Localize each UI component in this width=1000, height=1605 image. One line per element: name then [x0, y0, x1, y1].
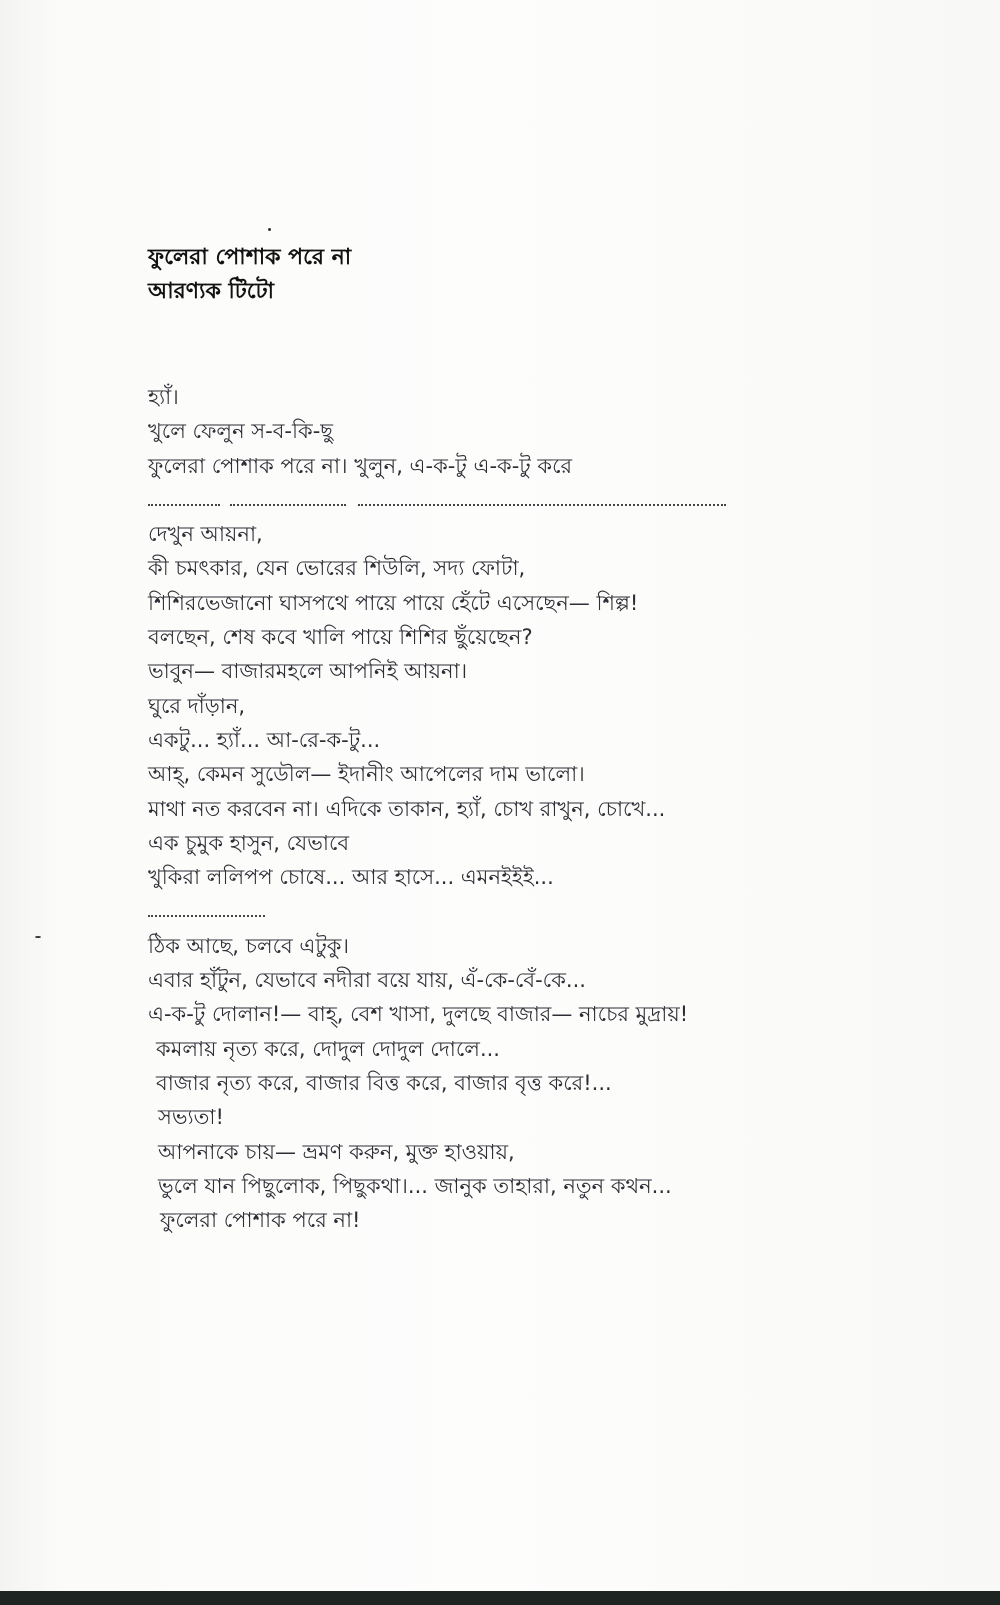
- ink-speck: [35, 936, 41, 938]
- poem-line: শিশিরভেজানো ঘাসপথে পায়ে পায়ে হেঁটে এসেছেন— শিল্প!: [148, 590, 639, 615]
- poem-line: ঘুরে দাঁড়ান,: [148, 693, 246, 718]
- poem-line: ভাবুন— বাজারমহলে আপনিই আয়না।: [148, 659, 468, 684]
- poem-line: আহ্, কেমন সুডৌল— ইদানীং আপেলের দাম ভালো।: [148, 762, 585, 787]
- poem-line: ভুলে যান পিছুলোক, পিছুকথা।... জানুক তাহারা, নতুন কথন...: [158, 1173, 672, 1198]
- poem-title: ফুলেরা পোশাক পরে না: [148, 245, 352, 270]
- poem-line: একটু... হ্যাঁ... আ-রে-ক-টু...: [148, 727, 381, 752]
- poem-line: ঠিক আছে, চলবে এটুকু।: [148, 933, 350, 958]
- poem-line: হ্যাঁ।: [148, 385, 179, 409]
- dotted-separator: [148, 894, 788, 928]
- poem-line: খুকিরা ললিপপ চোষে... আর হাসে... এমনইইই...: [148, 865, 554, 890]
- poem-line: এ-ক-টু দোলান!— বাহ্, বেশ খাসা, দুলছে বাজার— নাচের মুদ্রায়!: [148, 1002, 689, 1027]
- ink-speck: [268, 228, 271, 231]
- poem-line: খুলে ফেলুন স-ব-কি-ছু: [148, 419, 333, 444]
- page-bottom-edge: [0, 1591, 1000, 1605]
- poem-body: [148, 380, 788, 1237]
- poem-line: বলছেন, শেষ কবে খালি পায়ে শিশির ছুঁয়েছেন?: [148, 625, 533, 650]
- poem-line: আপনাকে চায়— ভ্রমণ করুন, মুক্ত হাওয়ায়,: [158, 1139, 515, 1164]
- poem-line: ফুলেরা পোশাক পরে না!: [160, 1208, 361, 1233]
- poem-line: বাজার নৃত্য করে, বাজার বিত্ত করে, বাজার বৃত্ত করে!...: [156, 1070, 612, 1095]
- poem-line: মাথা নত করবেন না। এদিকে তাকান, হ্যাঁ, চোখ রাখুন, চোখে...: [148, 796, 666, 821]
- poem-line: এবার হাঁটুন, যেভাবে নদীরা বয়ে যায়, এঁ-কে-বেঁ-কে...: [148, 968, 586, 993]
- poem-line: দেখুন আয়না,: [148, 522, 263, 547]
- poem-line: এক চুমুক হাসুন, যেভাবে: [148, 830, 350, 855]
- poem-line: কী চমৎকার, যেন ভোরের শিউলি, সদ্য ফোটা,: [148, 556, 526, 581]
- poem-line: ফুলেরা পোশাক পরে না। খুলুন, এ-ক-টু এ-ক-টু করে: [148, 453, 573, 478]
- poem-author: আরণ্যক টিটো: [148, 279, 274, 304]
- poem-line: কমলায় নৃত্য করে, দোদুল দোদুল দোলে...: [156, 1036, 500, 1061]
- poem-line: সভ্যতা!: [158, 1105, 224, 1130]
- dotted-separator: [148, 483, 788, 517]
